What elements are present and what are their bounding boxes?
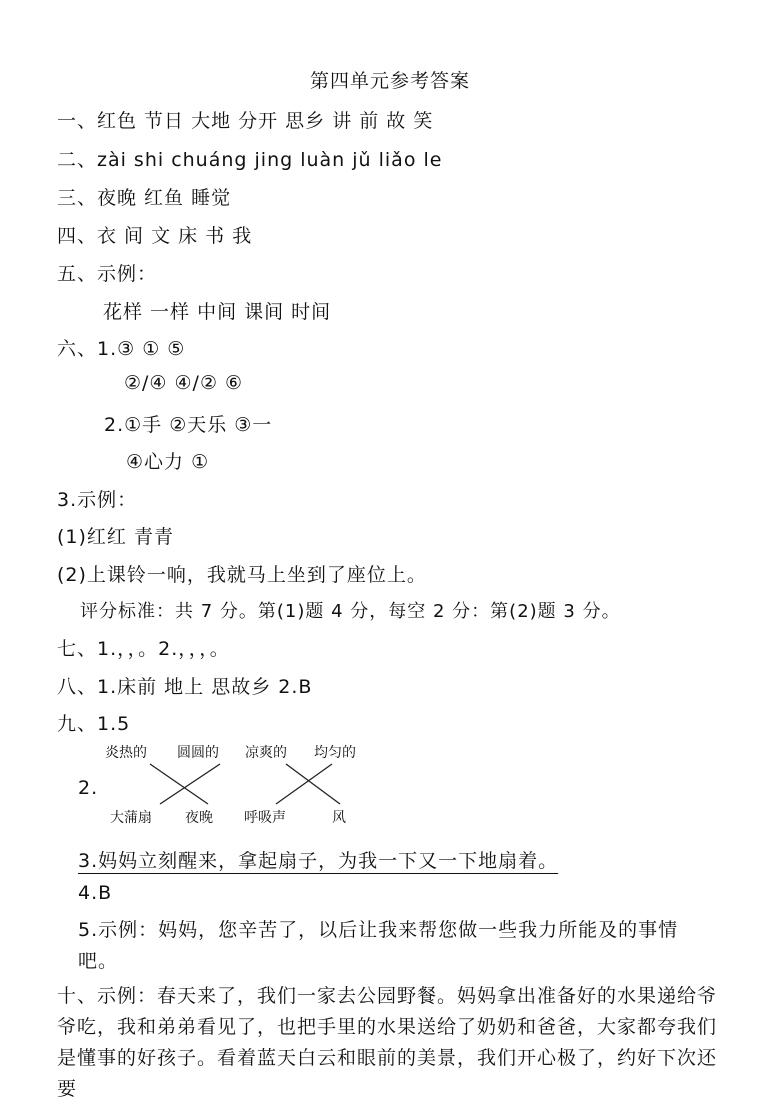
matching-diagram	[100, 738, 370, 830]
answer-6-2-row-a: 2.①手 ②天乐 ③一	[104, 414, 273, 436]
answer-9-4: 4.B	[78, 882, 113, 904]
answer-7: 七、1.，，。2.，，，。	[57, 638, 230, 660]
answer-9-3: 3.妈妈立刻醒来，拿起扇子，为我一下又一下地扇着。	[78, 850, 559, 872]
match-line-4	[276, 764, 332, 804]
match-bottom-4: 风	[332, 810, 346, 826]
match-bottom-3: 呼吸声	[244, 810, 286, 826]
answer-9-5: 5.示例：妈妈，您辛苦了，以后让我来帮您做一些我力所能及的事情吧。	[78, 919, 679, 972]
match-top-1: 炎热的	[105, 745, 147, 761]
answer-6-1-row-b: ②/④ ④/② ⑥	[124, 372, 244, 394]
answer-6-2-row-b: ④心力 ①	[126, 451, 210, 473]
answer-6-3-1: (1)红红 青青	[57, 526, 174, 548]
match-line-2	[160, 764, 220, 804]
page-title: 第四单元参考答案	[309, 70, 470, 92]
answer-5-heading: 五、示例：	[57, 263, 158, 285]
answer-2: 二、zài shi chuáng jing luàn jǔ liǎo le	[57, 149, 443, 171]
answer-3: 三、夜晚 红鱼 睡觉	[57, 187, 232, 209]
match-bottom-2: 夜晚	[185, 810, 213, 826]
match-line-1	[150, 764, 208, 804]
answer-6-3-heading: 3.示例：	[57, 489, 138, 511]
match-top-2: 圆圆的	[177, 745, 219, 761]
answer-1: 一、红色 节日 大地 分开 思乡 讲 前 故 笑	[57, 110, 434, 132]
match-line-3	[286, 764, 340, 804]
answer-9-1: 九、1.5	[57, 713, 131, 735]
match-top-3: 凉爽的	[245, 745, 287, 761]
answer-9-2-label: 2.	[78, 777, 99, 799]
answer-8: 八、1.床前 地上 思故乡 2.B	[57, 676, 313, 698]
answer-4: 四、衣 间 文 床 书 我	[57, 225, 253, 247]
answer-6-1-row-a: 六、1.③ ① ⑤	[57, 338, 186, 360]
scoring-standard: 评分标准：共 7 分。第(1)题 4 分，每空 2 分：第(2)题 3 分。	[80, 601, 621, 622]
answer-5-body: 花样 一样 中间 课间 时间	[103, 301, 332, 323]
answer-6-3-2: (2)上课铃一响，我就马上坐到了座位上。	[57, 564, 427, 586]
match-bottom-1: 大蒲扇	[110, 810, 152, 826]
match-lines	[100, 738, 370, 830]
answer-10: 十、示例：春天来了，我们一家去公园野餐。妈妈拿出准备好的水果递给爷爷吃，我和弟弟看见了，也把手里的水果送给了奶奶和爸爸，大家都夸我们是懂事的好孩子。看着蓝天白云和眼前的美景，我们开心极了，约好下次还要	[57, 985, 718, 1100]
match-top-4: 均匀的	[314, 745, 356, 761]
